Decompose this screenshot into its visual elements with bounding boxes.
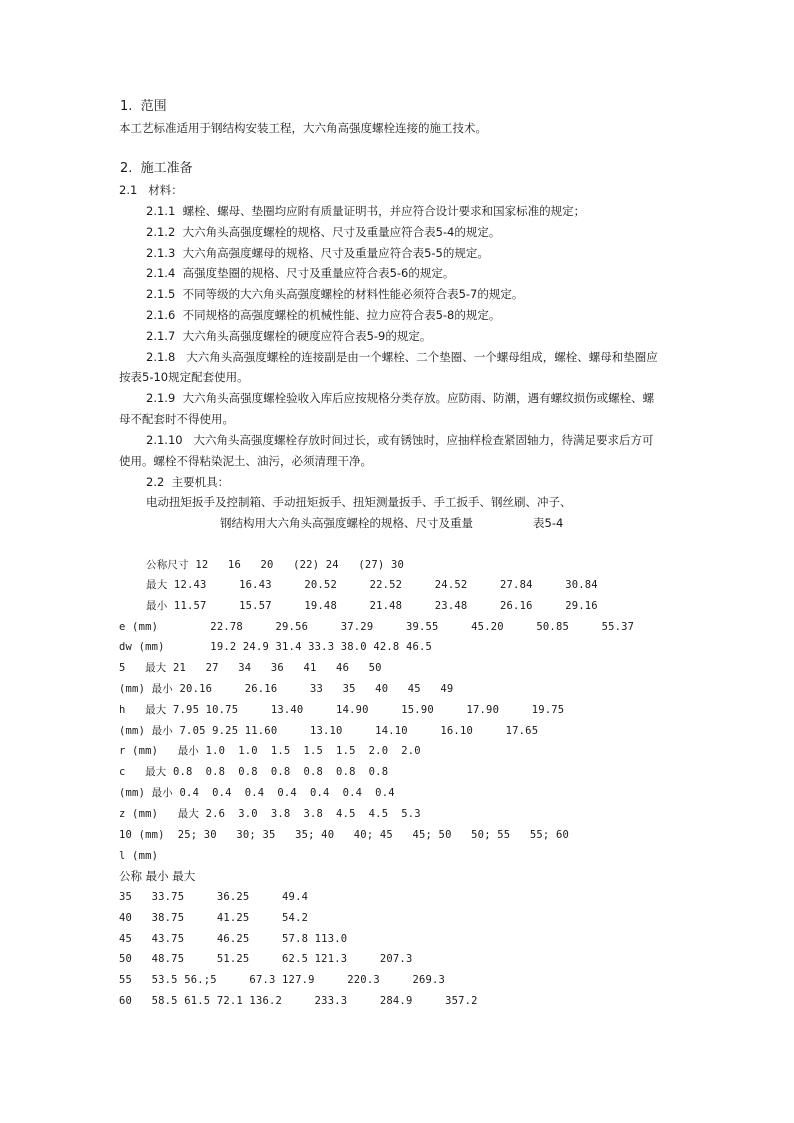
item-2-1-8-line2: 按表5-10规定配套使用。 (119, 370, 249, 384)
table-row-c-max: c 最大 0.8 0.8 0.8 0.8 0.8 0.8 0.8 (119, 766, 389, 778)
section-2-2-body: 电动扭矩扳手及控制箱、手动扭矩扳手、扭矩测量扳手、手工扳手、钢丝刷、冲子、 (146, 495, 572, 509)
item-2-1-6: 2.1.6 不同规格的高强度螺栓的机械性能、拉力应符合表5-8的规定。 (146, 308, 501, 322)
item-2-1-2: 2.1.2 大六角头高强度螺栓的规格、尺寸及重量应符合表5-4的规定。 (146, 225, 501, 239)
table-row-h-max: h 最大 7.95 10.75 13.40 14.90 15.90 17.90 19.75 (119, 704, 565, 716)
item-2-1-5: 2.1.5 不同等级的大六角头高强度螺栓的材料性能必须符合表5-7的规定。 (146, 287, 524, 301)
table-row-e: e (mm) 22.78 29.56 37.29 39.55 45.20 50.85 55.37 (119, 621, 635, 633)
table-row-dw: dw (mm) 19.2 24.9 31.4 33.3 38.0 42.8 46.5 (119, 641, 433, 653)
table-caption: 钢结构用大六角头高强度螺栓的规格、尺寸及重量 (220, 516, 473, 530)
table-number: 表5-4 (533, 516, 564, 530)
table-row-45: 45 43.75 46.25 57.8 113.0 (119, 933, 348, 945)
section-2-1-heading: 2.1 材料： (119, 183, 183, 197)
item-2-1-9-line1: 2.1.9 大六角头高强度螺栓验收入库后应按规格分类存放。应防雨、防潮，遇有螺纹损伤或螺栓、螺 (146, 391, 655, 405)
table-row-l: l (mm) (119, 850, 159, 862)
table-row-s-max: 5 最大 21 27 34 36 41 46 50 (119, 662, 382, 674)
table-row-h-min: (mm) 最小 7.05 9.25 11.60 13.10 14.10 16.10 17.65 (119, 725, 539, 737)
table-row-z: z (mm) 最大 2.6 3.0 3.8 3.8 4.5 4.5 5.3 (119, 808, 421, 820)
table-row-nominal-size: 公称尺寸 12 16 20 (22) 24 (27) 30 (146, 559, 405, 571)
table-row-c-min: (mm) 最小 0.4 0.4 0.4 0.4 0.4 0.4 0.4 (119, 787, 395, 799)
table-row-50: 50 48.75 51.25 62.5 121.3 207.3 (119, 953, 413, 965)
table-row-d-min: 最小 11.57 15.57 19.48 21.48 23.48 26.16 29.16 (146, 600, 598, 612)
item-2-1-3: 2.1.3 大六角高强度螺母的规格、尺寸及重量应符合表5-5的规定。 (146, 246, 489, 260)
item-2-1-8-line1: 2.1.8 大六角头高强度螺栓的连接副是由一个螺栓、二个垫圈、一个螺母组成，螺栓、螺母和垫圈应 (146, 350, 658, 364)
item-2-1-10-line1: 2.1.10 大六角头高强度螺栓存放时间过长，或有锈蚀时，应抽样检查紧固轴力，待满足要求后方可 (146, 433, 654, 447)
table-row-35: 35 33.75 36.25 49.4 (119, 891, 309, 903)
item-2-1-7: 2.1.7 大六角头高强度螺栓的硬度应符合表5-9的规定。 (146, 329, 432, 343)
table-row-60: 60 58.5 61.5 72.1 136.2 233.3 284.9 357.2 (119, 995, 478, 1007)
table-row-d-max: 最大 12.43 16.43 20.52 22.52 24.52 27.84 30.84 (146, 579, 598, 591)
item-2-1-1: 2.1.1 螺栓、螺母、垫圈均应附有质量证明书，并应符合设计要求和国家标准的规定； (146, 204, 586, 218)
table-row-s-min: (mm) 最小 20.16 26.16 33 35 40 45 49 (119, 683, 454, 695)
section-2-2-heading: 2.2 主要机具： (146, 475, 230, 489)
item-2-1-9-line2: 母不配套时不得使用。 (119, 412, 234, 426)
item-2-1-4: 2.1.4 高强度垫圈的规格、尺寸及重量应符合表5-6的规定。 (146, 266, 455, 280)
table-row-55: 55 53.5 56.;5 67.3 127.9 220.3 269.3 (119, 974, 446, 986)
item-2-1-10-line2: 使用。螺栓不得粘染泥土、油污，必须清理干净。 (119, 454, 372, 468)
section-1-body: 本工艺标准适用于钢结构安装工程，大六角高强度螺栓连接的施工技术。 (119, 121, 487, 135)
section-1-heading: 1. 范围 (120, 99, 167, 114)
table-row-40: 40 38.75 41.25 54.2 (119, 912, 309, 924)
section-2-heading: 2. 施工准备 (120, 161, 193, 176)
table-row-subheader: 公称 最小 最大 (119, 869, 196, 883)
table-row-r: r (mm) 最小 1.0 1.0 1.5 1.5 1.5 2.0 2.0 (119, 745, 421, 757)
table-row-l0: 10 (mm) 25; 30 30; 35 35; 40 40; 45 45; 50 50; 55 55; 60 (119, 829, 569, 841)
